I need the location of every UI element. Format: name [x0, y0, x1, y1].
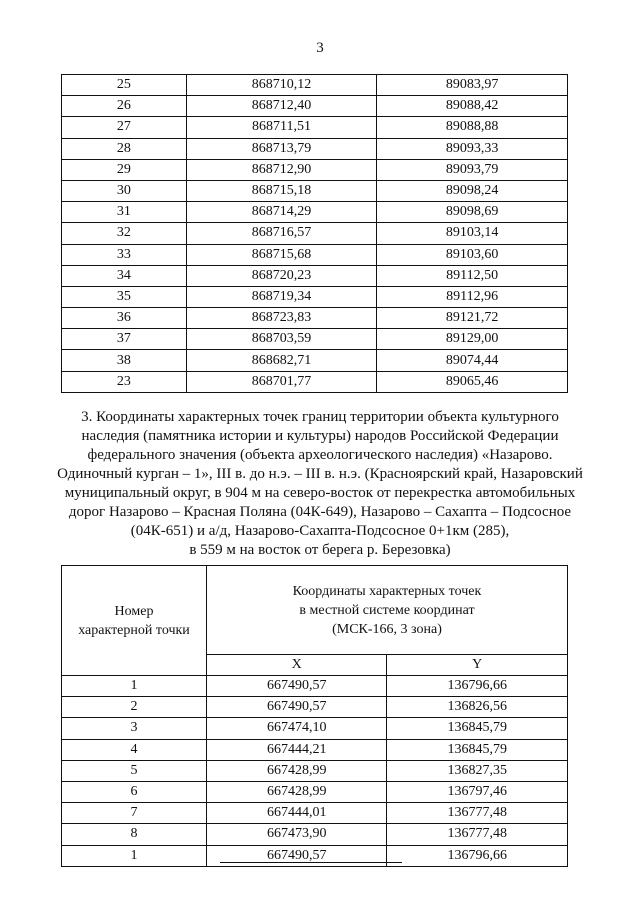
point-number-cell: 3	[62, 718, 207, 739]
x-coordinate-cell: 868711,51	[186, 117, 377, 138]
heading-line: муниципальный округ, в 904 м на северо-восток от перекрестка автомобильных	[64, 485, 576, 501]
header-line: Номер	[114, 603, 154, 619]
x-coordinate-cell: 667444,21	[207, 739, 387, 760]
y-coordinate-cell: 89129,00	[377, 329, 568, 350]
x-coordinate-cell: 667428,99	[207, 781, 387, 802]
table-row	[62, 138, 568, 159]
x-coordinate-cell: 868719,34	[186, 286, 377, 307]
point-number-cell: 36	[62, 308, 187, 329]
x-coordinate-cell: 667444,01	[207, 803, 387, 824]
point-number-cell: 5	[62, 760, 207, 781]
x-coordinate-cell: 667490,57	[207, 697, 387, 718]
point-number-cell: 23	[62, 371, 187, 392]
table-row	[62, 781, 568, 802]
point-number-cell: 33	[62, 244, 187, 265]
y-coordinate-cell: 89103,60	[377, 244, 568, 265]
point-number-cell: 8	[62, 824, 207, 845]
table-row	[62, 159, 568, 180]
table-row	[62, 244, 568, 265]
y-coordinate-cell: 89103,14	[377, 223, 568, 244]
point-number-cell: 2	[62, 697, 207, 718]
table-row	[62, 824, 568, 845]
table-row	[62, 845, 568, 866]
point-number-cell: 31	[62, 202, 187, 223]
header-line: Координаты характерных точек	[292, 583, 482, 599]
point-number-cell: 4	[62, 739, 207, 760]
header-line: характерной точки	[78, 622, 190, 638]
table-row	[62, 697, 568, 718]
y-coordinate-cell: 136845,79	[387, 718, 568, 739]
table-row	[62, 75, 568, 96]
y-coordinate-cell: 89074,44	[377, 350, 568, 371]
point-number-cell: 35	[62, 286, 187, 307]
point-number-cell: 29	[62, 159, 187, 180]
y-coordinate-cell: 136796,66	[387, 845, 568, 866]
point-number-cell: 32	[62, 223, 187, 244]
table-header	[62, 566, 568, 676]
heading-line: дорог Назарово – Красная Поляна (04К-649), Назарово – Сахапта – Подсосное	[68, 504, 572, 520]
x-coordinate-cell: 868712,90	[186, 159, 377, 180]
y-coordinate-cell: 89098,24	[377, 180, 568, 201]
heading-line: (04К-651) и а/д, Назарово-Сахапта-Подсосное 0+1км (285),	[130, 523, 510, 539]
boundary-points-table	[61, 565, 568, 867]
point-number-cell: 7	[62, 803, 207, 824]
point-number-cell: 1	[62, 845, 207, 866]
x-coordinate-cell: 667473,90	[207, 824, 387, 845]
y-coordinate-cell: 89112,96	[377, 286, 568, 307]
y-coordinate-cell: 136777,48	[387, 803, 568, 824]
y-coordinate-cell: 89098,69	[377, 202, 568, 223]
table-row	[62, 739, 568, 760]
x-coordinate-cell: 868720,23	[186, 265, 377, 286]
page-number: 3	[316, 40, 324, 56]
x-coordinate-cell: 868715,68	[186, 244, 377, 265]
point-number-cell: 25	[62, 75, 187, 96]
header-row	[62, 566, 568, 655]
y-header: Y	[387, 655, 568, 676]
x-header: X	[207, 655, 387, 676]
heading-line: 3. Координаты характерных точек границ территории объекта культурного	[81, 409, 559, 425]
y-coordinate-cell: 89088,42	[377, 96, 568, 117]
table-row	[62, 117, 568, 138]
table-row	[62, 223, 568, 244]
heading-line: в 559 м на восток от берега р. Березовка)	[189, 542, 451, 558]
y-coordinate-cell: 136826,56	[387, 697, 568, 718]
heading-line: Одиночный курган – 1», III в. до н.э. – III в. н.э. (Красноярский край, Назаровский	[57, 466, 583, 482]
table-row	[62, 329, 568, 350]
x-coordinate-cell: 868723,83	[186, 308, 377, 329]
boundary-points-body	[62, 676, 568, 867]
point-number-cell: 34	[62, 265, 187, 286]
y-coordinate-cell: 89093,33	[377, 138, 568, 159]
table-row	[62, 760, 568, 781]
table-row	[62, 308, 568, 329]
header-line: (МСК-166, 3 зона)	[332, 621, 442, 637]
section-heading	[40, 408, 600, 560]
x-coordinate-cell: 868710,12	[186, 75, 377, 96]
x-coordinate-cell: 667490,57	[207, 676, 387, 697]
x-coordinate-cell: 868712,40	[186, 96, 377, 117]
x-coordinate-cell: 868703,59	[186, 329, 377, 350]
coordinates-header	[207, 566, 568, 655]
point-number-header	[62, 566, 207, 676]
x-coordinate-cell: 868713,79	[186, 138, 377, 159]
table-row	[62, 180, 568, 201]
point-number-cell: 6	[62, 781, 207, 802]
table-row	[62, 676, 568, 697]
point-number-cell: 27	[62, 117, 187, 138]
x-coordinate-cell: 667428,99	[207, 760, 387, 781]
y-coordinate-cell: 136777,48	[387, 824, 568, 845]
x-coordinate-cell: 868715,18	[186, 180, 377, 201]
header-line: в местной системе координат	[299, 602, 475, 618]
y-coordinate-cell: 89093,79	[377, 159, 568, 180]
y-coordinate-cell: 89112,50	[377, 265, 568, 286]
y-coordinate-cell: 89065,46	[377, 371, 568, 392]
coordinates-table-body	[62, 75, 568, 393]
heading-line: федерального значения (объекта археологического наследия) «Назарово.	[87, 447, 553, 463]
point-number-cell: 30	[62, 180, 187, 201]
point-number-cell: 37	[62, 329, 187, 350]
x-coordinate-cell: 667490,57	[207, 845, 387, 866]
y-coordinate-cell: 136845,79	[387, 739, 568, 760]
table-row	[62, 371, 568, 392]
y-coordinate-cell: 136797,46	[387, 781, 568, 802]
y-coordinate-cell: 89121,72	[377, 308, 568, 329]
heading-line: наследия (памятника истории и культуры) народов Российской Федерации	[81, 428, 559, 444]
x-coordinate-cell: 667474,10	[207, 718, 387, 739]
x-coordinate-cell: 868682,71	[186, 350, 377, 371]
table-row	[62, 718, 568, 739]
table-row	[62, 350, 568, 371]
x-coordinate-cell: 868714,29	[186, 202, 377, 223]
y-coordinate-cell: 136827,35	[387, 760, 568, 781]
coordinates-table-continued	[61, 74, 568, 393]
table-row	[62, 803, 568, 824]
y-coordinate-cell: 136796,66	[387, 676, 568, 697]
footer-divider	[220, 862, 402, 863]
x-coordinate-cell: 868701,77	[186, 371, 377, 392]
table-row	[62, 202, 568, 223]
point-number-cell: 38	[62, 350, 187, 371]
point-number-cell: 26	[62, 96, 187, 117]
point-number-cell: 1	[62, 676, 207, 697]
table-row	[62, 286, 568, 307]
table-row	[62, 96, 568, 117]
x-coordinate-cell: 868716,57	[186, 223, 377, 244]
table-row	[62, 265, 568, 286]
y-coordinate-cell: 89088,88	[377, 117, 568, 138]
y-coordinate-cell: 89083,97	[377, 75, 568, 96]
point-number-cell: 28	[62, 138, 187, 159]
